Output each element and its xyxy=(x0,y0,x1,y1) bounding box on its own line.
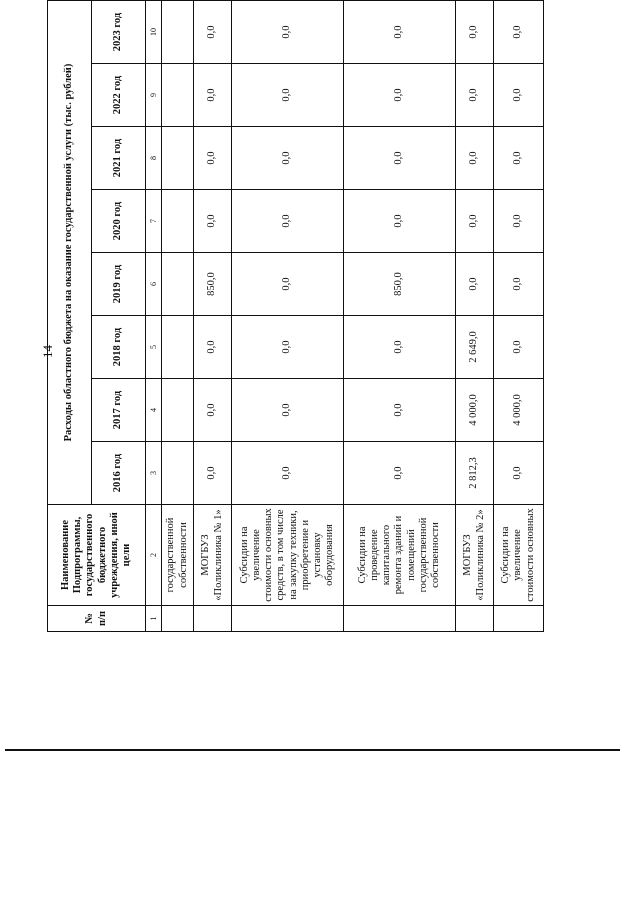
table-cell: 0,0 xyxy=(494,316,544,379)
table-cell: 0,0 xyxy=(194,316,232,379)
table-cell: 0,0 xyxy=(494,253,544,316)
table-cell: 0,0 xyxy=(232,379,344,442)
index-cell: 3 xyxy=(146,442,162,505)
header-group: Расходы областного бюджета на оказание государственной услуги (тыс. рублей) xyxy=(48,1,92,505)
rotated-page xyxy=(47,0,640,632)
table-cell: 0,0 xyxy=(494,127,544,190)
row-name: Субсидии на проведение капитального ремонта зданий и помещений государственной собственности xyxy=(344,505,456,606)
table-cell: 0,0 xyxy=(194,379,232,442)
index-cell: 2 xyxy=(146,505,162,606)
table-cell: 0,0 xyxy=(232,316,344,379)
horizontal-rule xyxy=(5,749,620,751)
table-cell: 0,0 xyxy=(232,442,344,505)
table-cell: 0,0 xyxy=(194,190,232,253)
index-cell: 7 xyxy=(146,190,162,253)
table-cell xyxy=(162,190,194,253)
table-cell: 2 812,3 xyxy=(456,442,494,505)
table-cell: 0,0 xyxy=(456,253,494,316)
index-row xyxy=(146,1,162,632)
header-year: 2023 год xyxy=(92,1,146,64)
table-cell: 850,0 xyxy=(194,253,232,316)
table-cell: 4 000,0 xyxy=(494,379,544,442)
table-row xyxy=(232,1,344,632)
table-cell: 4 000,0 xyxy=(456,379,494,442)
table-cell: 0,0 xyxy=(344,64,456,127)
table-cell: 0,0 xyxy=(344,1,456,64)
table-cell xyxy=(162,253,194,316)
header-year: 2018 год xyxy=(92,316,146,379)
row-name: МОГБУЗ «Поликлиника № 2» xyxy=(456,505,494,606)
table-row xyxy=(344,1,456,632)
table-cell: 0,0 xyxy=(344,127,456,190)
table-cell: 0,0 xyxy=(494,64,544,127)
table-cell xyxy=(162,442,194,505)
table-cell: 2 649,0 xyxy=(456,316,494,379)
header-year: 2019 год xyxy=(92,253,146,316)
table-cell xyxy=(162,1,194,64)
table-cell: 0,0 xyxy=(344,442,456,505)
table-cell: 0,0 xyxy=(456,190,494,253)
expenses-table xyxy=(47,0,544,632)
table-row xyxy=(162,1,194,632)
table-cell: 0,0 xyxy=(456,1,494,64)
index-cell: 1 xyxy=(146,606,162,632)
index-cell: 4 xyxy=(146,379,162,442)
table-cell: 0,0 xyxy=(344,379,456,442)
table-cell xyxy=(162,127,194,190)
table-cell: 0,0 xyxy=(232,190,344,253)
table-cell: 0,0 xyxy=(456,64,494,127)
table-row xyxy=(456,1,494,632)
table-cell: 850,0 xyxy=(344,253,456,316)
row-name: Субсидии на увеличение стоимости основных средств, в том числе на закупку техники, приобретение и установку оборудования xyxy=(232,505,344,606)
index-cell: 10 xyxy=(146,1,162,64)
table-cell: 0,0 xyxy=(194,64,232,127)
page-number: 14 xyxy=(40,345,55,358)
row-name: Субсидии на увеличение стоимости основных xyxy=(494,505,544,606)
table-cell: 0,0 xyxy=(232,1,344,64)
header-year: 2022 год xyxy=(92,64,146,127)
header-year: 2020 год xyxy=(92,190,146,253)
header-year: 2021 год xyxy=(92,127,146,190)
index-cell: 8 xyxy=(146,127,162,190)
table-row xyxy=(494,1,544,632)
table-cell: 0,0 xyxy=(494,442,544,505)
row-name: МОГБУЗ «Поликлиника № 1» xyxy=(194,505,232,606)
table-cell: 0,0 xyxy=(494,1,544,64)
header-year: 2016 год xyxy=(92,442,146,505)
table-row xyxy=(194,1,232,632)
table-cell: 0,0 xyxy=(494,190,544,253)
table-cell xyxy=(162,64,194,127)
index-cell: 9 xyxy=(146,64,162,127)
index-cell: 5 xyxy=(146,316,162,379)
table-cell: 0,0 xyxy=(456,127,494,190)
table-cell: 0,0 xyxy=(194,442,232,505)
table-cell: 0,0 xyxy=(232,253,344,316)
table-cell: 0,0 xyxy=(344,190,456,253)
header-num: № п/п xyxy=(48,606,146,632)
index-cell: 6 xyxy=(146,253,162,316)
header-year: 2017 год xyxy=(92,379,146,442)
table-cell: 0,0 xyxy=(344,316,456,379)
table-cell: 0,0 xyxy=(232,127,344,190)
table-cell: 0,0 xyxy=(194,1,232,64)
table-cell xyxy=(162,379,194,442)
table-cell xyxy=(162,316,194,379)
header-name: Наименование Подпрограммы, государственного бюджетного учреждения, иной цели xyxy=(48,505,146,606)
table-cell: 0,0 xyxy=(232,64,344,127)
table-cell: 0,0 xyxy=(194,127,232,190)
row-name: государственной собственности xyxy=(162,505,194,606)
